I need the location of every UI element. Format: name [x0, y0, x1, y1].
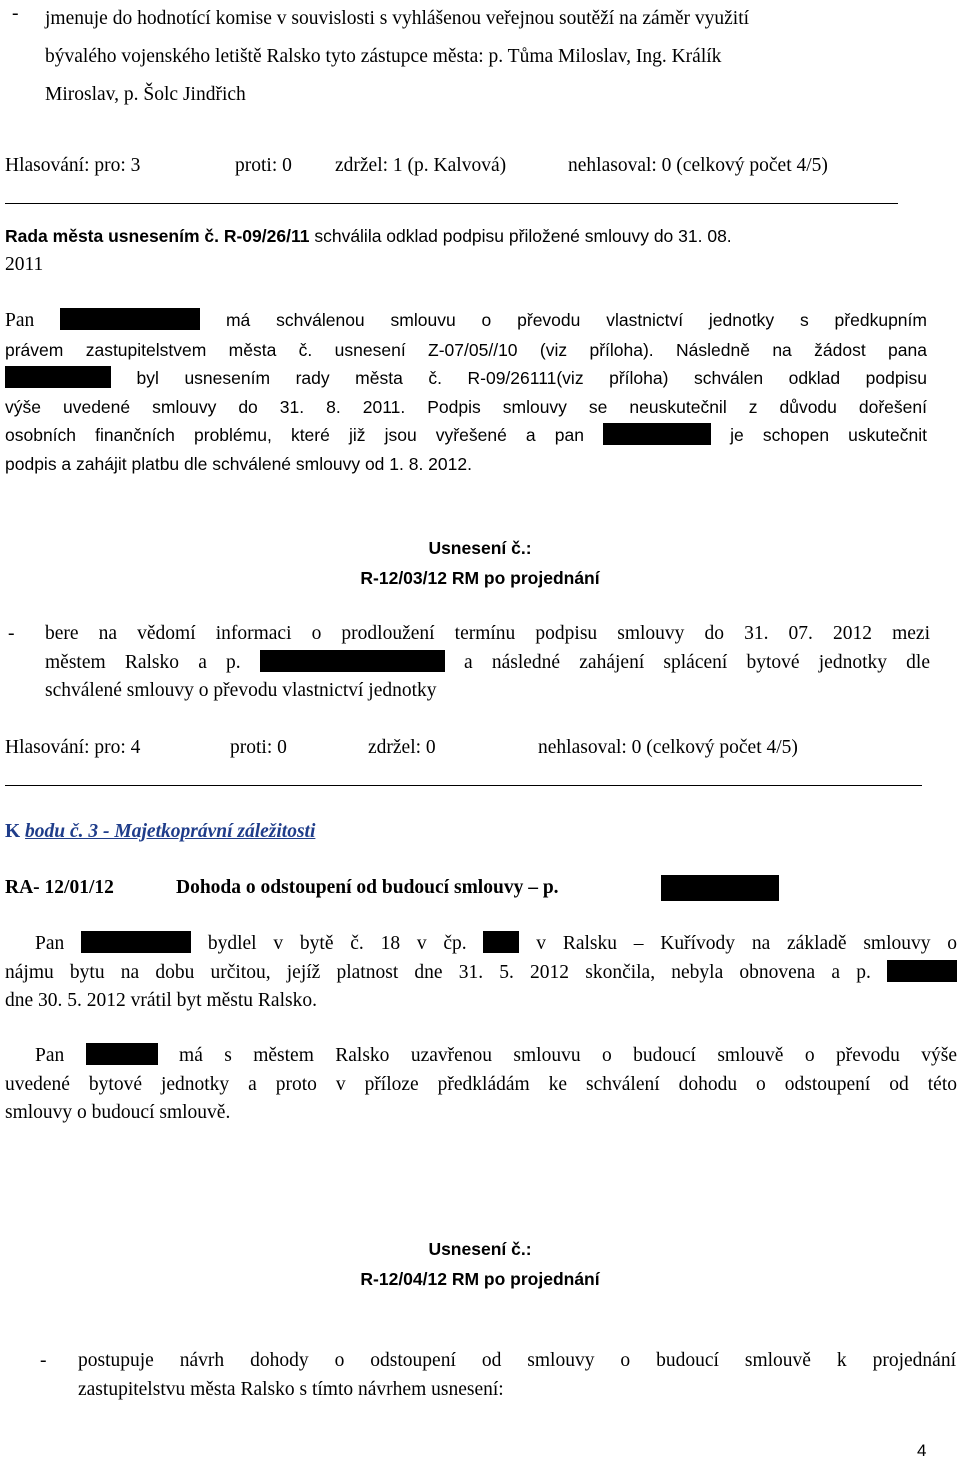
section-k: K: [5, 821, 21, 842]
vote-nehlasoval: nehlasoval: 0 (celkový počet 4/5): [538, 737, 798, 758]
pan-line: podpis a zahájit platbu dle schválené smlouvy od 1. 8. 2012.: [5, 453, 472, 474]
redacted-block: [483, 931, 519, 953]
vote-pro: Hlasování: pro: 3: [5, 155, 141, 176]
redacted-block: [60, 308, 200, 330]
redacted-block: [260, 650, 445, 672]
vote-proti: proti: 0: [230, 737, 287, 758]
page-number: 4: [917, 1441, 927, 1460]
byt-line: dne 30. 5. 2012 vrátil byt městu Ralsko.: [5, 990, 317, 1011]
list-dash: -: [8, 623, 15, 644]
pan-line: osobních finančních problému, které již jsou vyřešené a pan: [5, 425, 584, 445]
ra-code: RA- 12/01/12: [5, 877, 114, 898]
resolution-number: R-12/03/12 RM po projednání: [360, 568, 600, 588]
resolution-label: Usnesení č.:: [428, 1239, 532, 1259]
redacted-block: [603, 423, 711, 445]
resolution1-text: [45, 620, 930, 706]
pan-paragraph: [5, 306, 927, 478]
decision1-text: [45, 0, 749, 114]
resolution-line: a následné zahájení splácení bytové jednotky dle: [464, 651, 930, 673]
rada-text: schválila odklad podpisu přiložené smlouvy do 31. 08.: [309, 226, 732, 246]
pan-line: právem zastupitelstvem města č. usnesení Z-07/05//10 (viz příloha). Následně na žádost pana: [5, 339, 927, 360]
vote-pro: Hlasování: pro: 4: [5, 737, 141, 758]
decision1-line: Miroslav, p. Šolc Jindřich: [45, 84, 246, 105]
smlouva-paragraph: [5, 1042, 957, 1128]
decision1-line: jmenuje do hodnotící komise v souvislosti s vyhlášenou veřejnou soutěží na záměr využití: [45, 8, 750, 29]
separator-line: [5, 785, 922, 786]
redacted-block: [5, 366, 111, 388]
resolution-line: postupuje návrh dohody o odstoupení od smlouvy o budoucí smlouvě k projednání: [78, 1350, 956, 1371]
resolution-line: bere na vědomí informaci o prodloužení termínu podpisu smlouvy do 31. 07. 2012 mezi: [45, 623, 930, 644]
resolution2-header: [0, 1234, 960, 1294]
resolution-line: schválené smlouvy o převodu vlastnictví jednotky: [45, 680, 437, 701]
resolution2-text: [78, 1347, 956, 1404]
ra-heading: [5, 874, 559, 903]
vote-proti: proti: 0: [235, 155, 292, 176]
rada-year: 2011: [5, 253, 44, 275]
separator-line: [5, 203, 898, 204]
redacted-block: [887, 960, 957, 982]
list-dash: -: [12, 3, 19, 24]
rada-resolution-ref: Rada města usnesením č. R-09/26/11: [5, 226, 310, 246]
byt-line: Pan: [35, 933, 65, 954]
pan-line: byl usnesením rady města č. R-09/26111(viz příloha) schválen odklad podpisu: [136, 368, 927, 388]
redacted-block: [661, 875, 779, 901]
rada-statement: [5, 222, 732, 279]
byt-line: bydlel v bytě č. 18 v čp.: [207, 933, 467, 954]
pan-line: výše uvedené smlouvy do 31. 8. 2011. Podpis smlouvy se neuskutečnil z důvodu dořešení: [5, 396, 927, 417]
smlouva-line: má s městem Ralsko uzavřenou smlouvu o budoucí smlouvě o převodu výše: [179, 1045, 957, 1066]
smlouva-line: Pan: [35, 1045, 65, 1066]
redacted-block: [81, 931, 191, 953]
byt-line: v Ralsku – Kuřívody na základě smlouvy o: [536, 933, 958, 954]
ra-title: Dohoda o odstoupení od budoucí smlouvy – p.: [176, 877, 559, 898]
resolution-number: R-12/04/12 RM po projednání: [360, 1269, 600, 1289]
byt-paragraph: [5, 930, 957, 1016]
list-dash: -: [40, 1350, 47, 1371]
pan-word: Pan: [5, 310, 35, 331]
redacted-block: [86, 1043, 158, 1065]
pan-line: je schopen uskutečnit: [730, 425, 927, 445]
vote-zdrzel: zdržel: 0: [368, 737, 436, 758]
byt-line: nájmu bytu na dobu určitou, jejíž platnost dne 31. 5. 2012 skončila, nebyla obnovena a p.: [5, 961, 871, 983]
section-title: bodu č. 3 - Majetkoprávní záležitosti: [25, 821, 316, 842]
resolution-line: městem Ralsko a p.: [45, 651, 241, 673]
resolution1-header: [0, 533, 960, 593]
smlouva-line: smlouvy o budoucí smlouvě.: [5, 1102, 231, 1123]
smlouva-line: uvedené bytové jednotky a proto v příloze předkládám ke schválení dohodu o odstoupení od této: [5, 1073, 957, 1095]
resolution-label: Usnesení č.:: [428, 538, 532, 558]
decision1-line: bývalého vojenského letiště Ralsko tyto zástupce města: p. Tůma Miloslav, Ing. Králík: [45, 46, 722, 67]
vote-zdrzel: zdržel: 1 (p. Kalvová): [335, 155, 507, 176]
pan-line: má schválenou smlouvu o převodu vlastnictví jednotky s předkupním: [225, 310, 927, 330]
vote-nehlasoval: nehlasoval: 0 (celkový počet 4/5): [568, 155, 828, 176]
resolution-line: zastupitelstvu města Ralsko s tímto návrhem usnesení:: [78, 1378, 504, 1400]
section-heading: [5, 818, 315, 847]
